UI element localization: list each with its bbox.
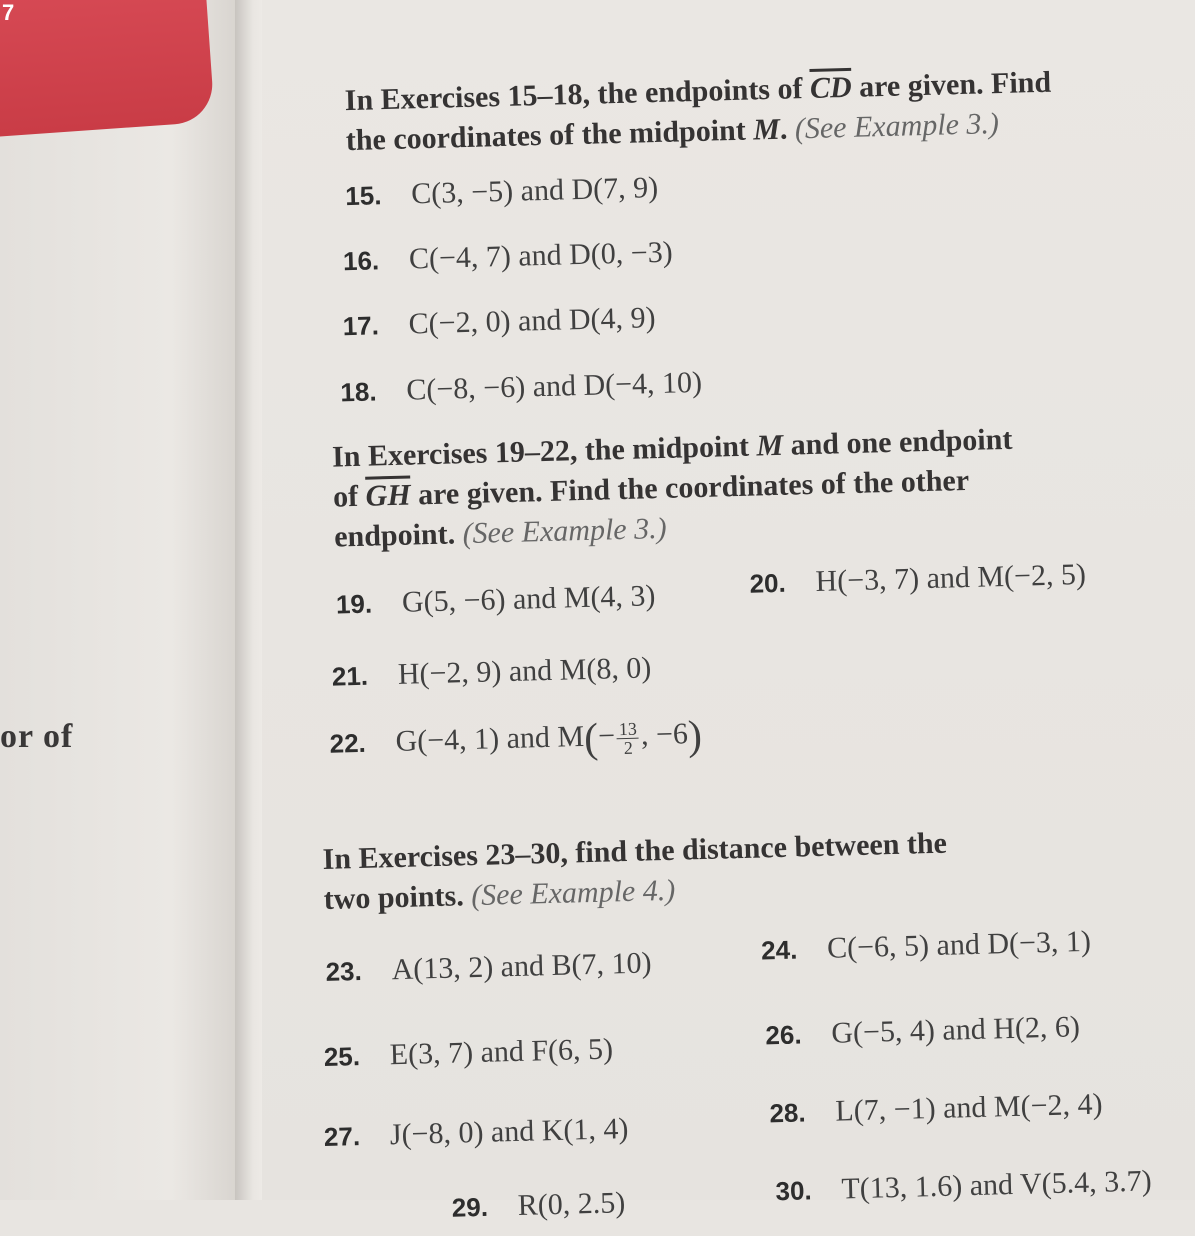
exercise-text: C(−4, 7) and D(0, −3)	[408, 235, 674, 276]
fraction-sign: −	[597, 719, 616, 753]
heading-text: of	[332, 479, 359, 514]
exercise-text: C(3, −5) and D(7, 9)	[410, 170, 659, 211]
exercise-29	[451, 1186, 625, 1225]
exercise-number: 22.	[329, 727, 367, 759]
exercise-27	[323, 1112, 628, 1154]
exercise-text: L(7, −1) and M(−2, 4)	[834, 1087, 1103, 1128]
see-example-link: (See Example 4.)	[470, 873, 676, 913]
exercise-text: R(0, 2.5)	[517, 1186, 626, 1222]
open-paren: (	[583, 715, 599, 763]
exercise-number: 17.	[342, 310, 380, 342]
left-page-fragment: or of	[0, 718, 74, 755]
exercise-20	[749, 558, 1086, 601]
exercise-text: E(3, 7) and F(6, 5)	[389, 1032, 614, 1072]
exercise-22	[329, 712, 703, 770]
see-example-link: (See Example 3.)	[794, 107, 1000, 146]
exercise-25	[323, 1032, 613, 1074]
exercise-number: 27.	[323, 1121, 361, 1153]
heading-text: In Exercises 23–30, find the distance between the	[322, 826, 948, 876]
heading-var: M	[756, 428, 784, 463]
exercise-number: 26.	[765, 1019, 802, 1051]
exercise-19	[336, 579, 656, 621]
exercise-28	[769, 1088, 1103, 1131]
exercise-number: 24.	[760, 934, 798, 966]
segment-cd: $\overline{CD}$	[809, 70, 853, 105]
see-example-link: (See Example 3.)	[462, 511, 668, 551]
exercise-number: 19.	[335, 588, 373, 620]
heading-text: are given. Find	[858, 65, 1052, 104]
exercise-number: 30.	[775, 1175, 813, 1207]
exercise-number: 15.	[344, 180, 382, 212]
exercise-text: , −6	[640, 717, 689, 752]
exercise-text: A(13, 2) and B(7, 10)	[391, 946, 652, 987]
exercise-23	[325, 946, 652, 989]
exercise-30	[775, 1164, 1152, 1208]
exercise-15	[345, 171, 659, 213]
exercise-number: 16.	[342, 245, 380, 277]
exercise-text: C(−8, −6) and D(−4, 10)	[405, 365, 703, 407]
exercise-number: 23.	[325, 955, 363, 987]
heading-text: are given. Find the coordinates of the other	[417, 463, 970, 512]
heading-text: endpoint.	[333, 517, 456, 554]
fraction-numerator: 13	[618, 718, 638, 739]
exercise-26	[765, 1010, 1080, 1052]
exercise-number: 20.	[749, 567, 787, 599]
exercise-24	[761, 925, 1092, 968]
exercise-text: C(−6, 5) and D(−3, 1)	[826, 924, 1092, 965]
exercise-text: G(5, −6) and M(4, 3)	[401, 579, 656, 619]
heading-var: M	[752, 112, 781, 147]
exercise-number: 29.	[451, 1191, 489, 1223]
close-paren: )	[687, 713, 703, 760]
fraction	[617, 719, 640, 757]
exercise-number: 18.	[340, 376, 377, 408]
exercise-18	[340, 366, 702, 409]
exercise-17	[342, 301, 656, 343]
exercise-text: C(−2, 0) and D(4, 9)	[408, 301, 656, 341]
exercise-text: G(−5, 4) and H(2, 6)	[830, 1010, 1081, 1050]
exercise-number: 21.	[331, 660, 369, 692]
exercise-text: H(−3, 7) and M(−2, 5)	[815, 557, 1087, 598]
heading-text: .	[779, 112, 788, 146]
tab-glyph: 7	[2, 0, 15, 25]
exercise-text: J(−8, 0) and K(1, 4)	[389, 1112, 629, 1152]
heading-text: the coordinates of the midpoint	[345, 113, 747, 158]
exercise-16	[343, 236, 674, 279]
exercise-text: G(−4, 1) and M	[395, 719, 585, 758]
heading-text: and one endpoint	[790, 422, 1013, 462]
heading-text: In Exercises 19–22, the midpoint	[331, 429, 750, 474]
segment-gh: $\overline{GH}$	[365, 478, 412, 513]
exercise-text: T(13, 1.6) and V(5.4, 3.7)	[841, 1164, 1153, 1206]
fraction-denominator: 2	[623, 737, 634, 758]
exercise-number: 28.	[769, 1097, 806, 1129]
heading-text: two points.	[323, 879, 465, 916]
exercise-number: 25.	[323, 1041, 361, 1072]
exercise-text: H(−2, 9) and M(8, 0)	[397, 651, 652, 691]
heading-text: In Exercises 15–18, the endpoints of	[344, 72, 803, 118]
section3-heading	[322, 818, 1164, 920]
exercise-21	[331, 651, 651, 693]
section1-heading	[344, 60, 1146, 161]
section2-heading	[332, 416, 1155, 557]
